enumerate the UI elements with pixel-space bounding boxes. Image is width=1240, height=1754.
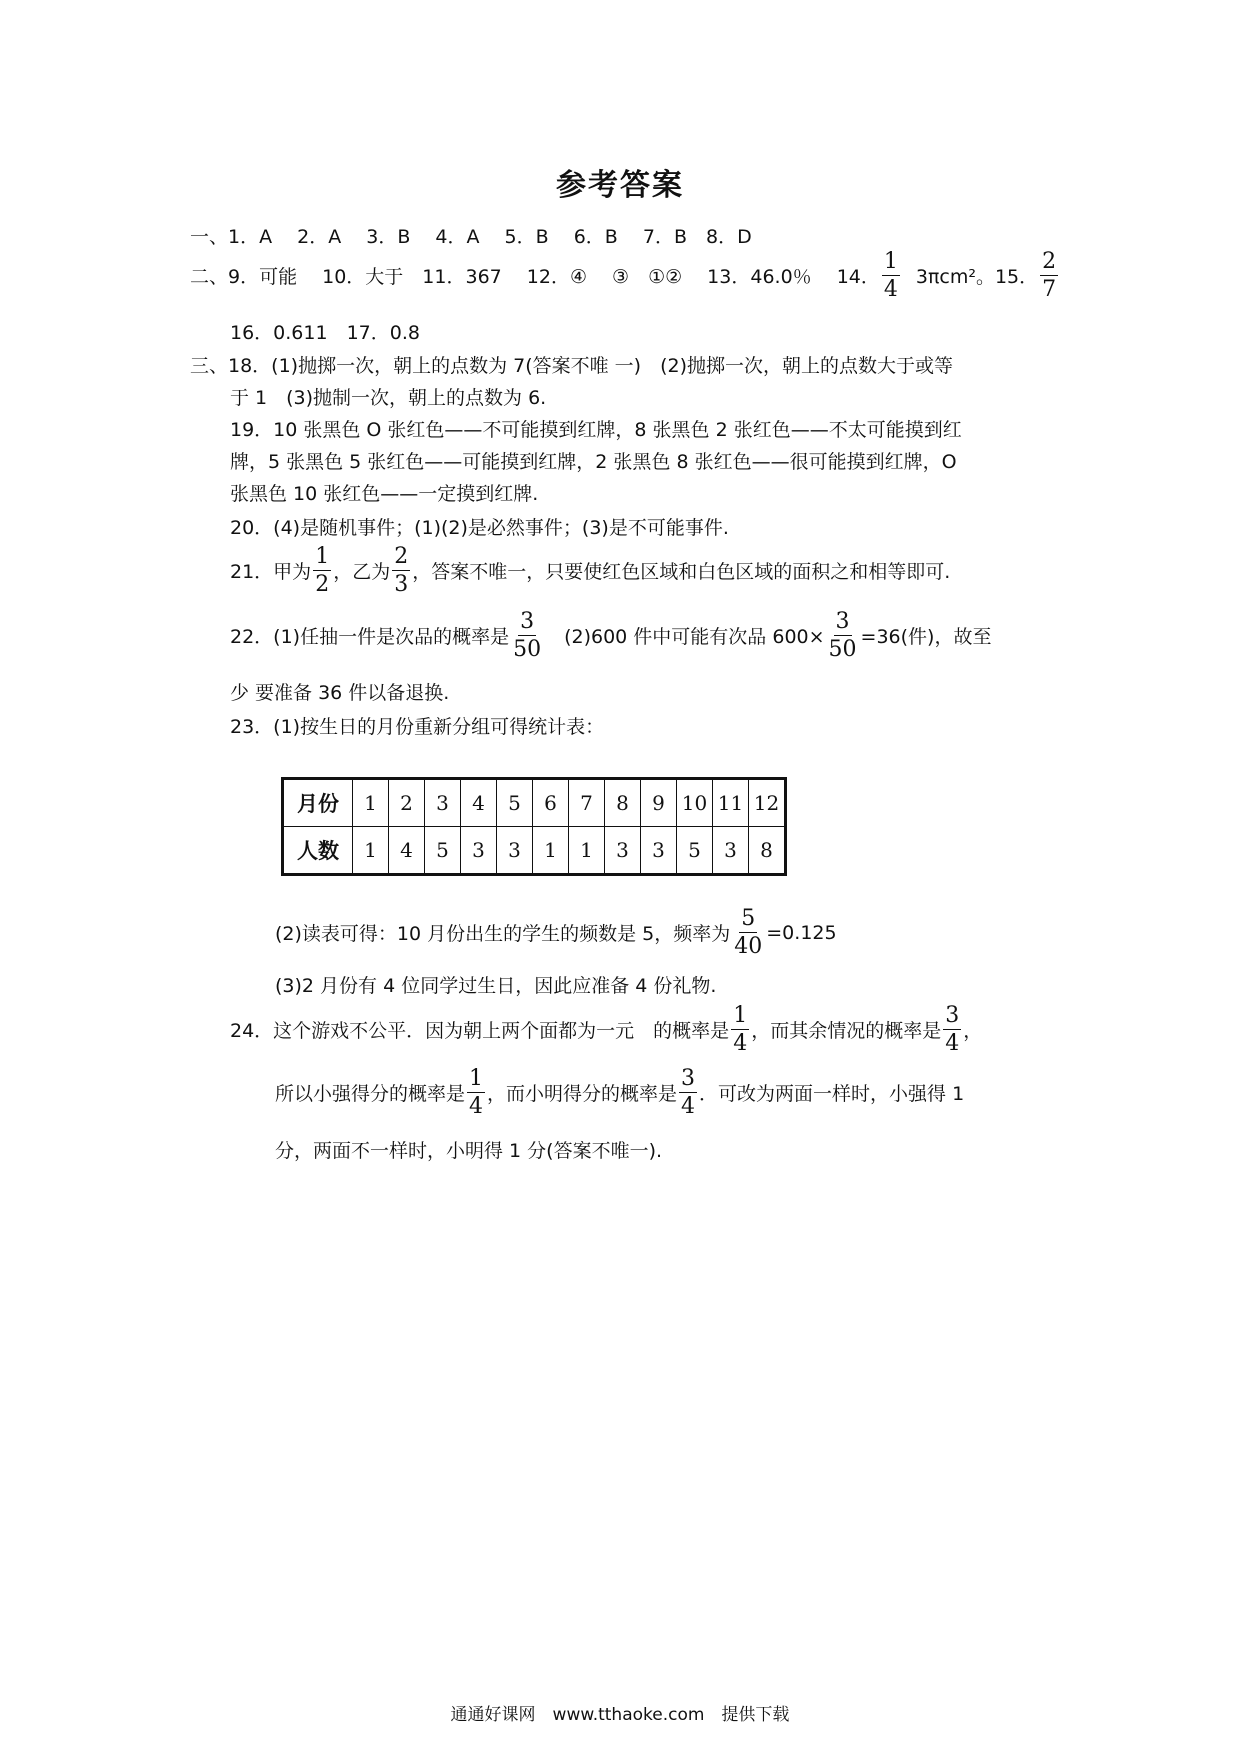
table-cell: 1 (569, 827, 605, 875)
table-cell: 10 (677, 779, 713, 827)
q21-text-c: ，答案不唯一，只要使红色区域和白色区域的面积之和相等即可. (412, 561, 951, 584)
q24-line1 (230, 1004, 982, 1055)
table-cell: 1 (533, 827, 569, 875)
q21-text-a: 21．甲为 (230, 561, 312, 584)
table-cell: 3 (605, 827, 641, 875)
q22-line2: 少 要准备 36 件以备退换. (230, 682, 450, 704)
fraction-q21-yi: $\frac{2}{3}$ (394, 544, 409, 598)
q23-part3: (3)2 月份有 4 位同学过生日，因此应准备 4 份礼物. (275, 975, 717, 997)
section2-line1 (190, 250, 1060, 301)
section2-part-a: 二、9．可能 10．大于 11．367 12．④ ③ ①② 13．46.0％ 14． (190, 266, 880, 289)
footer-source: 通通好课网 www.tthaoke.com 提供下载 (450, 1705, 790, 1725)
table-cell: 11 (713, 779, 749, 827)
table-cell: 6 (533, 779, 569, 827)
fraction-q22-prob: $\frac{3}{50}$ (513, 609, 542, 663)
q19-line1: 19．10 张黑色 O 张红色——不可能摸到红牌，8 张黑色 2 张红色——不太可能摸到红 (230, 419, 962, 441)
table-cell: 1 (353, 827, 389, 875)
table-cell: 5 (677, 827, 713, 875)
table-cell: 7 (569, 779, 605, 827)
q19-line3: 张黑色 10 张红色——一定摸到红牌. (230, 483, 539, 505)
birthday-month-table (281, 777, 787, 876)
q24-text-b: ，而其余情况的概率是 (751, 1020, 942, 1043)
q23-intro: 23．(1)按生日的月份重新分组可得统计表： (230, 716, 605, 738)
table-header-month: 月份 (283, 779, 353, 827)
table-cell: 5 (497, 779, 533, 827)
q18-line2: 于 1 (3)抛制一次，朝上的点数为 6. (230, 387, 547, 409)
q22-text-a: 22．(1)任抽一件是次品的概率是 (230, 626, 510, 649)
fraction-q24-a: $\frac{1}{4}$ (733, 1003, 748, 1057)
q22-text-b: (2)600 件中可能有次品 600× (545, 626, 825, 649)
table-cell: 9 (641, 779, 677, 827)
page-title: 参考答案 (556, 168, 684, 203)
q19-line2: 牌，5 张黑色 5 张红色——可能摸到红牌，2 张黑色 8 张红色——很可能摸到红牌，O (230, 451, 957, 473)
q23-part2-text: (2)读表可得：10 月份出生的学生的频数是 5，频率为 (275, 923, 731, 946)
q18-line1: 三、18．(1)抛掷一次，朝上的点数为 7(答案不唯 一) (2)抛掷一次，朝上的点数大于或等 (190, 355, 953, 377)
fraction-q15: $\frac{2}{7}$ (1042, 249, 1057, 303)
table-cell: 3 (461, 827, 497, 875)
q20-answer: 20．(4)是随机事件；(1)(2)是必然事件；(3)是不可能事件. (230, 517, 729, 539)
fraction-q22-calc: $\frac{3}{50}$ (828, 609, 857, 663)
q21-text-b: ，乙为 (333, 561, 391, 584)
q24-text-c: ， (963, 1020, 983, 1043)
section1-answers: 一、1．A 2．A 3．B 4．A 5．B 6．B 7．B 8．D (190, 226, 752, 248)
q24-text-e: ，而小明得分的概率是 (487, 1083, 678, 1106)
section2-part-b: 3πcm²。15． (915, 266, 1039, 289)
q24-line3: 分，两面不一样时，小明得 1 分(答案不唯一). (275, 1140, 663, 1162)
q21-answer (230, 545, 950, 596)
table-header-count: 人数 (283, 827, 353, 875)
fraction-q24-c: $\frac{1}{4}$ (469, 1066, 484, 1120)
table-cell: 8 (749, 827, 786, 875)
q24-text-g: ．可改为两面一样时，小强得 1 (699, 1083, 965, 1106)
fraction-q24-d: $\frac{3}{4}$ (681, 1066, 696, 1120)
table-row-months (283, 779, 786, 827)
table-cell: 5 (425, 827, 461, 875)
table-cell: 4 (461, 779, 497, 827)
q23-part2-result: =0.125 (766, 921, 837, 944)
table-row-counts (283, 827, 786, 875)
section2-line2: 16．0.611 17．0.8 (230, 322, 420, 344)
table-cell: 3 (497, 827, 533, 875)
q22-text-c: =36(件)，故至 (860, 626, 992, 649)
table-cell: 3 (713, 827, 749, 875)
q24-text-a: 24．这个游戏不公平．因为朝上两个面都为一元 的概率是 (230, 1020, 730, 1043)
table-cell: 12 (749, 779, 786, 827)
q24-text-d: 所以小强得分的概率是 (275, 1083, 466, 1106)
table-cell: 1 (353, 779, 389, 827)
fraction-q24-b: $\frac{3}{4}$ (945, 1003, 960, 1057)
q24-line2 (275, 1067, 964, 1118)
fraction-q14: $\frac{1}{4}$ (883, 249, 898, 303)
fraction-q23-frequency: $\frac{5}{40}$ (734, 906, 763, 960)
q23-part2 (275, 907, 837, 958)
table-cell: 3 (425, 779, 461, 827)
table-cell: 3 (641, 827, 677, 875)
q22-line1 (230, 610, 991, 661)
fraction-q21-jia: $\frac{1}{2}$ (315, 544, 330, 598)
table-cell: 8 (605, 779, 641, 827)
table-cell: 4 (389, 827, 425, 875)
table-cell: 2 (389, 779, 425, 827)
